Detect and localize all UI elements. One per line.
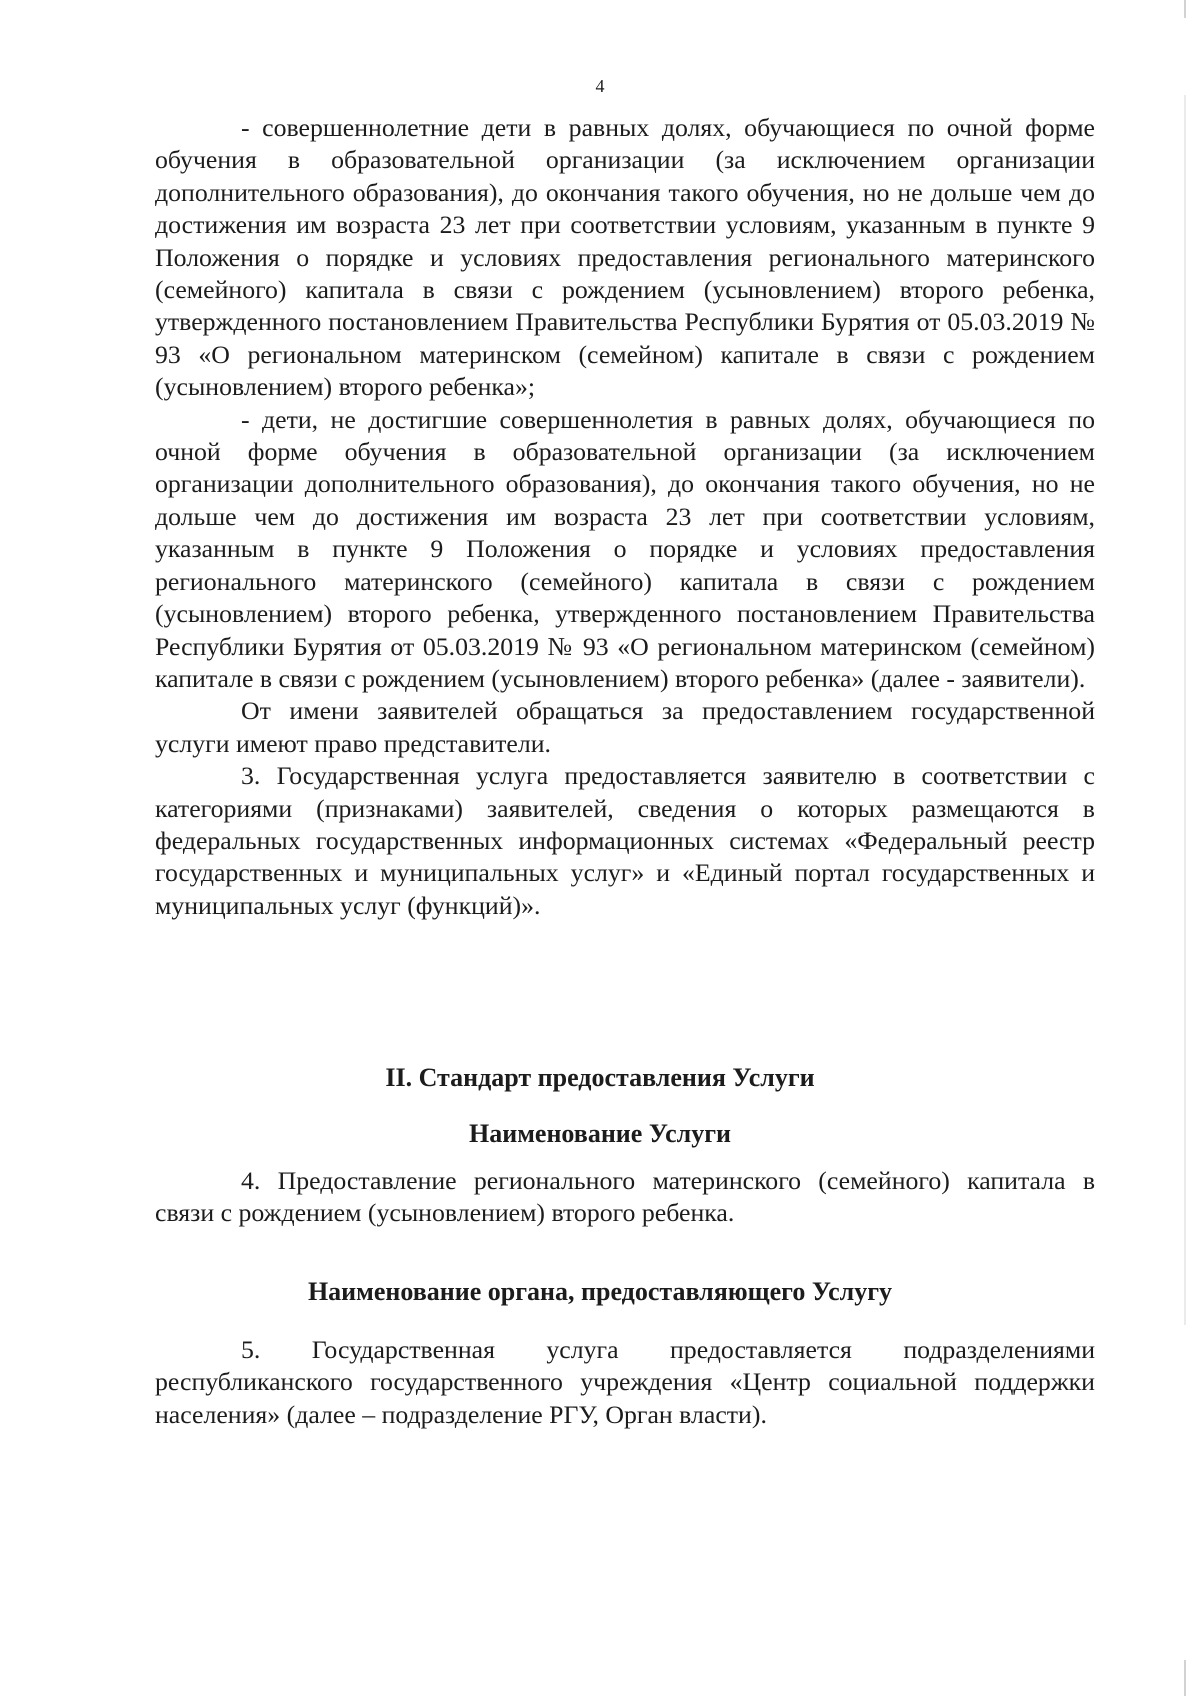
paragraph-3: 3. Государственная услуга предоставляется заявителю в соответствии с категориями (признаками) заявителей, сведения о которых размещаются в федеральных государственных информационных системах «Федеральный реестр государственных и муниципальных услуг» и «Единый портал государственных и муниципальных услуг (функций)». xyxy=(155,761,1095,920)
main-text-block xyxy=(155,112,1095,922)
paragraph-4-block xyxy=(155,1165,1095,1230)
subheading-service-name: Наименование Услуги xyxy=(468,1119,732,1148)
paragraph-representatives: От имени заявителей обращаться за предоставлением государственной услуги имеют право представители. xyxy=(155,696,1095,758)
subheading-authority-name: Наименование органа, предоставляющего Услугу xyxy=(307,1277,893,1306)
paragraph-4: 4. Предоставление регионального материнского (семейного) капитала в связи с рождением (усыновлением) второго ребенка. xyxy=(155,1166,1095,1228)
page-number: 4 xyxy=(595,76,605,96)
paragraph-adult-children: - совершеннолетние дети в равных долях, обучающиеся по очной форме обучения в образовательной организации (за исключением организации дополнительного образования), до окончания такого обучения, но не дольше чем до достижения им возраста 23 лет при соответствии условиям, указанным в пункте 9 Положения о порядке и условиях предоставления регионального материнского (семейного) капитала в связи с рождением (усыновлением) второго ребенка, утвержденного постановлением Правительства Республики Бурятия от 05.03.2019 № 93 «О региональном материнском (семейном) капитале в связи с рождением (усыновлением) второго ребенка»; xyxy=(155,113,1095,402)
paragraph-5: 5. Государственная услуга предоставляется подразделениями республиканского государственного учреждения «Центр социальной поддержки населения» (далее – подразделение РГУ, Орган власти). xyxy=(155,1335,1095,1429)
paragraph-minor-children: - дети, не достигшие совершеннолетия в равных долях, обучающиеся по очной форме обучения в образовательной организации (за исключением организации дополнительного образования), до окончания такого обучения, но не дольше чем до достижения им возраста 23 лет при соответствии условиям, указанным в пункте 9 Положения о порядке и условиях предоставления регионального материнского (семейного) капитала в связи с рождением (усыновлением) второго ребенка, утвержденного постановлением Правительства Республики Бурятия от 05.03.2019 № 93 «О региональном материнском (семейном) капитале в связи с рождением (усыновлением) второго ребенка» (далее - заявители). xyxy=(155,404,1095,693)
scan-edge-mark-bottom xyxy=(1184,1660,1186,1696)
paragraph-5-block xyxy=(155,1334,1095,1431)
scan-edge-mark-top xyxy=(1184,0,1186,18)
section-heading: II. Стандарт предоставления Услуги xyxy=(385,1063,815,1092)
